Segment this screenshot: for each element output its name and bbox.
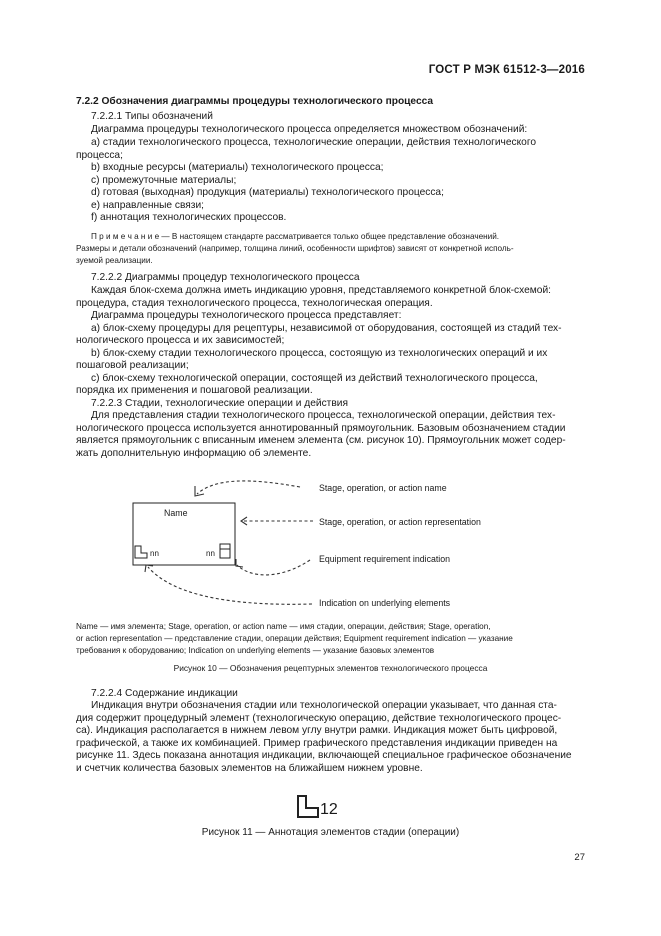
list-item: b) блок-схему стадии технологического процесса, состоящую из технологических операций и их [91,348,548,359]
subsection-heading: 7.2.2.2 Диаграммы процедур технологического процесса [91,272,360,283]
document-header: ГОСТ Р МЭК 61512-3—2016 [428,64,585,76]
label-indication: Indication on underlying elements [319,598,451,608]
label-equipment: Equipment requirement indication [319,554,451,564]
paragraph-line: нологического процесса используется аннотированный прямоугольник. Базовым обозначением стадии [76,423,566,434]
paragraph-line: процедура, стадия технологического процесса, технологическая операция. [76,298,433,309]
list-item-cont: порядка их применения и пошаговой реализации. [76,385,313,396]
label-stage-name: Stage, operation, or action name [319,483,447,493]
section-title: 7.2.2 Обозначения диаграммы процедуры технологического процесса [76,96,434,107]
paragraph-line: Для представления стадии технологического процесса, технологической операции, действия тех- [91,410,556,421]
subsection-heading: 7.2.2.3 Стадии, технологические операции и действия [91,398,348,409]
list-item: f) аннотация технологических процессов. [91,212,287,223]
figure-11-count: 12 [320,801,338,818]
paragraph-line: жать дополнительную информацию об элементе. [76,448,312,459]
paragraph-line: и счетчик количества базовых элементов на ближайшем нижнем уровне. [76,763,423,774]
label-representation: Stage, operation, or action representation [319,517,481,527]
figure-11-caption: Рисунок 11 — Аннотация элементов стадии (операции) [201,827,460,838]
subsection-heading: 7.2.2.4 Содержание индикации [91,688,238,699]
paragraph-line: является прямоугольник с вписанным именем элемента (см. рисунок 10). Прямоугольник может содер- [76,435,566,446]
box-equipment-count: nn [206,549,215,558]
list-item-cont: нологического процесса и их зависимостей; [76,335,285,346]
page-number: 27 [574,852,585,863]
list-item-cont: процесса; [76,150,123,161]
paragraph-line: са). Индикация располагается в нижнем левом углу внутри рамки. Индикация может быть цифровой, [76,725,558,736]
indication-glyph-icon [298,796,318,817]
list-item: а) стадии технологического процесса, технологические операции, действия технологического [91,137,536,148]
paragraph-line: Индикация внутри обозначения стадии или технологической операции указывает, что данная ста- [91,700,557,711]
figure-legend-line: or action representation — представление стадии, операции действия; Equipment requirement indication — указание [76,634,513,643]
subsection-heading: 7.2.2.1 Типы обозначений [91,111,213,122]
figure-legend-line: Name — имя элемента; Stage, operation, or action name — имя стадии, операции, действия; Stage, operation, [76,622,491,631]
paragraph-line: графической, а также их комбинацией. Пример графического представления индикации приведен на [76,738,558,749]
note-line: П р и м е ч а н и е — В настоящем стандарте рассматривается только общее представление обозначений. [91,232,500,241]
paragraph-line: Каждая блок-схема должна иметь индикацию уровня, представляемого конкретной блок-схемой: [91,285,551,296]
list-item: c) блок-схему технологической операции, состоящей из действий технологического процесса, [91,373,538,384]
list-item: c) промежуточные материалы; [91,175,237,186]
paragraph-line: рисунке 11. Здесь показана аннотация индикации, включающей специальное графическое обозначение [76,750,572,761]
paragraph-line: Диаграмма процедуры технологического процесса представляет: [91,310,402,321]
paragraph-line: Диаграмма процедуры технологического процесса определяется множеством обозначений: [91,124,528,135]
box-indication-count: nn [150,549,159,558]
box-name-label: Name [164,508,188,518]
list-item: а) блок-схему процедуры для рецептуры, независимой от оборудования, состоящей из стадий тех- [91,323,562,334]
list-item: е) направленные связи; [91,200,204,211]
list-item-cont: пошаговой реализации; [76,360,189,371]
note-line: зуемой реализации. [76,256,153,265]
figure-10-caption: Рисунок 10 — Обозначения рецептурных элементов технологического процесса [173,663,488,673]
paragraph-line: дия содержит процедурный элемент (технологическую операцию, действие технологического процес- [76,713,562,724]
list-item: b) входные ресурсы (материалы) технологического процесса; [91,162,384,173]
figure-legend-line: требования к оборудованию; Indication on underlying elements — указание базовых элементов [76,646,435,655]
note-line: Размеры и детали обозначений (например, толщина линий, особенности шрифтов) зависят от конкретной исполь- [76,244,514,253]
list-item: d) готовая (выходная) продукция (материалы) технологического процесса; [91,187,444,198]
